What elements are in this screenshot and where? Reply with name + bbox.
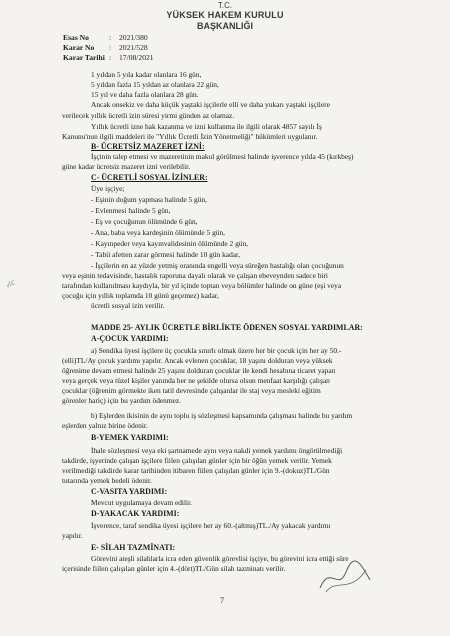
section-heading: E- SİLAH TAZMİNATI: (91, 543, 176, 552)
text-line: - Eşinin doğum yapması halinde 5 gün, (91, 195, 207, 204)
section-heading: C-VASITA YARDIMI: (91, 487, 168, 496)
text-line: (elli)TL/Ay çocuk yardımı yapılır. Ancak evlenen çocuklar, 18 yaşını dolduran veya yüksek (62, 356, 333, 365)
header-organization: YÜKSEK HAKEM KURULU (166, 10, 284, 20)
text-line: veya gerçek veya tüzel kişiler yanında her ne şekilde olursa olsun menfaat karşılığı çalışan (62, 376, 330, 385)
case-meta (63, 33, 154, 64)
text-line: Yıllık ücretli izne hak kazanma ve izni kullanma ile ilgili olarak 4857 sayılı İş (91, 122, 322, 131)
text-line: Görevini ateşli silahlarla icra eden güvenlik görevlisi işçiye, bu görevini icra ettiği süre (91, 554, 349, 563)
text-line: eşlerden yalnız birine ödenir. (62, 421, 148, 430)
section-heading: D-YAKACAK YARDIMI: (91, 509, 180, 518)
text-line: Mevcut uygulamaya devam edilir. (91, 498, 192, 507)
section-heading: B-YEMEK YARDIMI: (91, 433, 169, 442)
text-line: a) Sendika üyesi işçilere üç çocukla sınırlı olmak üzere her bir çocuk için her ay 50.- (91, 346, 342, 355)
text-line: 5 yıldan fazla 15 yıldan az olanlara 22 gün, (91, 80, 219, 89)
text-line: çocuğu için yıllık toplamda 10 günü geçemez) kadar, (62, 291, 219, 300)
text-line: görenler hariç) için bu yardım ödenmez. (62, 396, 182, 405)
text-line: tarafından kullanılması kaydıyla, bir yıl içinde toptan veya bölümler halinde on güne (eşi veya (62, 281, 342, 290)
meta-row-esas: Esas No : 2021/380 (63, 33, 148, 42)
text-line: öğrenime devam etmesi halinde 25 yaşını dolduran çocuklar ile kendi hesabına ticaret yapan (62, 366, 336, 375)
text-line: içerisinde fiilen çalışılan günler için 4.-(dört)TL/Gün silah tazminatı verilir. (62, 564, 286, 573)
signature-scribble (316, 558, 374, 598)
meta-row-karar: Karar No : 2021/528 (63, 43, 148, 53)
text-line: veya eşinin tedavisinde, hastalık raporuna dayalı olarak ve çalışan ebeveynden sadece biri (62, 271, 328, 280)
meta-value: 2021/528 (119, 43, 148, 53)
text-line: Üye işçiye; (91, 184, 125, 193)
text-line: Kanunu'nun ilgili maddeleri ile "Yıllık Ücretli İzin Yönetmeliği" hükümleri uygulanır. (62, 132, 318, 141)
text-line: çocuklar (öğrenim görmekte iken tatil devresinde çalışanlar ile staj veya mesleki eğitim (62, 386, 321, 395)
text-line: yapılır. (62, 531, 83, 540)
text-line: - Tabii afetten zarar görmesi halinde 10 gün kadar, (91, 250, 241, 259)
text-line: İhale sözleşmesi veya eki şartnamede aynı veya nakdi yemek yardımı öngörülmediği (91, 446, 343, 455)
text-line: b) Eşlerden ikisinin de aynı toplu iş sözleşmesi kapsamında çalışması halinde bu yardım (91, 411, 353, 420)
text-line: - Eş ve çocuğunun ölümünde 6 gün, (91, 217, 198, 226)
meta-row-tarih: Karar Tarihi : 17/08/2021 (63, 53, 154, 63)
text-line: - Ana, baba veya kardeşinin ölümünde 5 gün, (91, 228, 226, 237)
text-line: Ancak onsekiz ve daha küçük yaştaki işçilerle elli ve daha yukarı yaştaki işçilere (91, 100, 330, 109)
text-line: takdirde, işyerinde çalışan işçilere fiilen çalışılan günler için bir öğün yemek verilir. Yemek (62, 456, 332, 465)
text-line: 15 yıl ve daha fazla olanlara 28 gün. (91, 90, 199, 99)
text-line: güne kadar ücretsiz mazeret izni verilebilir. (62, 162, 191, 171)
section-heading: B- ÜCRETSİZ MAZERET İZNİ: (91, 142, 205, 151)
text-line: - Evlenmesi halinde 5 gün, (91, 206, 171, 215)
text-line: verilmediği takdirde karar tarihinden itibaren fiilen çalışılan günler için 9.-(dokuz)TL/Gün (62, 466, 330, 475)
page-number: 7 (220, 596, 224, 605)
text-line: - Kayınpeder veya kayınvalidesinin ölümünde 2 gün, (91, 239, 249, 248)
text-line: İşçinin talep etmesi ve mazeretinin makul görülmesi halinde işverence yılda 45 (kırkbeş) (91, 152, 354, 161)
handwritten-margin-mark: ሪc (4, 276, 17, 290)
text-line: verilecek yıllık ücretli izin süresi yirmi günden az olamaz. (62, 111, 235, 120)
meta-label: Karar No (63, 43, 95, 53)
text-line: İşverence, taraf sendika üyesi işçilere her ay 60.-(altmış)TL./Ay yakacak yardımı (91, 521, 331, 530)
text-line: 1 yıldan 5 yıla kadar olanlara 16 gün, (91, 70, 202, 79)
text-line: tutarında yemek bedeli ödenir. (62, 476, 152, 485)
meta-label: Esas No (63, 33, 89, 42)
text-line: - İşçilerin en az yüzde yetmiş oranında engelli veya süreğen hastalığı olan çocuğunun (91, 261, 344, 270)
header-country: T.C. (217, 1, 233, 10)
meta-label: Karar Tarihi (63, 53, 105, 63)
text-line: ücretli sosyal izin verilir. (91, 301, 165, 310)
meta-value: 2021/380 (119, 33, 148, 42)
section-heading: A-ÇOCUK YARDIMI: (91, 334, 169, 343)
meta-value: 17/08/2021 (119, 53, 154, 63)
article-heading: MADDE 25- AYLIK ÜCRETLE BİRLİKTE ÖDENEN SOSYAL YARDIMLAR: (91, 323, 363, 332)
header-department: BAŞKANLIĞI (197, 21, 253, 31)
section-heading: C- ÜCRETLİ SOSYAL İZİNLER: (91, 173, 208, 182)
